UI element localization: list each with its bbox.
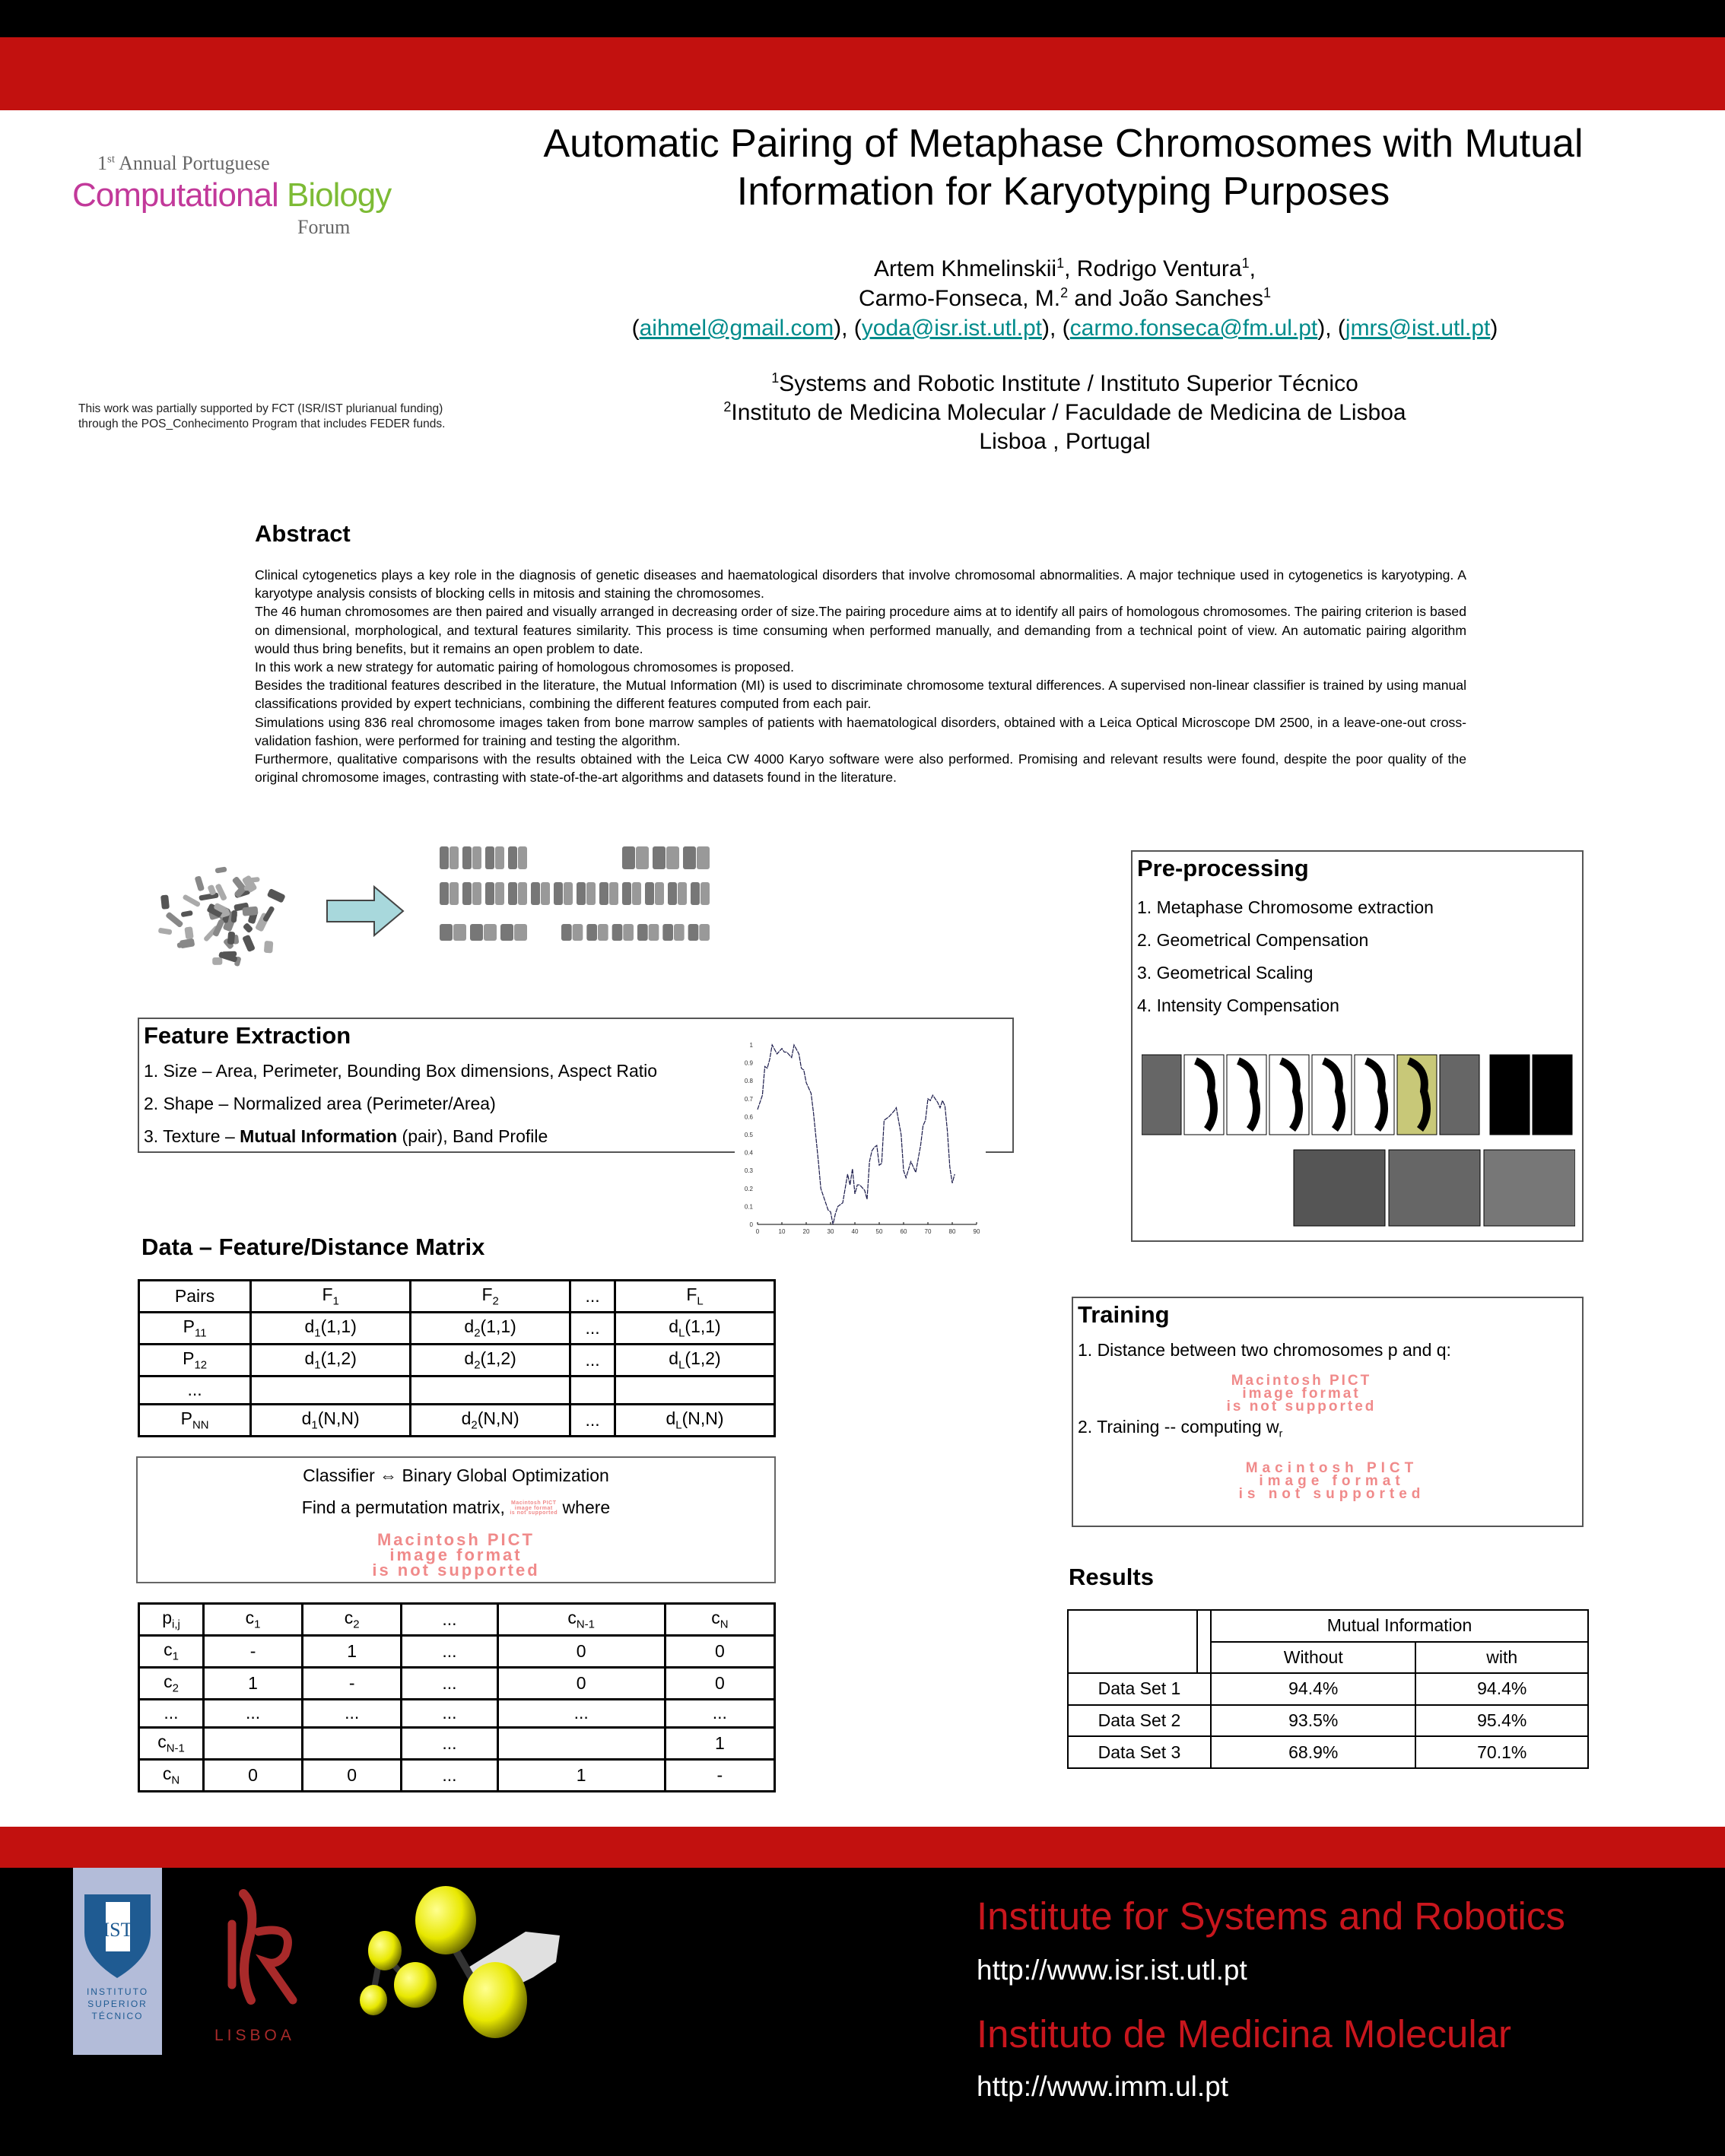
results-table xyxy=(1067,1609,1589,1769)
y-tick-label: 0 xyxy=(749,1221,753,1228)
institute-name: Instituto de Medicina Molecular xyxy=(977,2012,1512,2056)
table-cell: $c_N$ xyxy=(665,1604,774,1636)
email-link[interactable]: carmo.fonseca@fm.ul.pt xyxy=(1069,316,1318,341)
table-row: Data Set 1 94.4% 94.4% xyxy=(1068,1673,1588,1705)
table-cell: $c_2$ xyxy=(139,1667,204,1699)
chromosome-shape xyxy=(691,882,700,905)
chromosome-shape xyxy=(165,911,183,928)
chromosome-shape xyxy=(160,894,170,909)
table-cell: $F_L$ xyxy=(615,1281,775,1313)
table-cell: 0 xyxy=(303,1760,402,1792)
chromosome-shape xyxy=(678,882,687,905)
chromosome-shape xyxy=(495,882,504,905)
preprocessing-item: 1. Metaphase Chromosome extraction xyxy=(1137,897,1434,917)
chromosome-shape xyxy=(554,882,563,905)
x-tick-label: 0 xyxy=(755,1228,760,1235)
preprocessing-item: 2. Geometrical Compensation xyxy=(1137,930,1369,950)
chromosome-shape xyxy=(214,883,227,901)
table-cell: $d_2(N,N)$ xyxy=(411,1405,570,1437)
table-cell: $c_N$ xyxy=(139,1760,204,1792)
chromosome-shape xyxy=(541,882,550,905)
double-arrow-icon: ⇔ xyxy=(380,1465,398,1485)
chromosome-shape xyxy=(508,846,517,869)
training-heading: Training xyxy=(1078,1301,1170,1328)
chromosome-shape xyxy=(573,924,583,941)
email-link[interactable]: yoda@isr.ist.utl.pt xyxy=(861,316,1043,341)
y-tick-label: 0.1 xyxy=(744,1203,753,1211)
chromosome-shape xyxy=(609,882,618,905)
results-col-header: with xyxy=(1415,1642,1588,1674)
chromosome-shape xyxy=(683,846,696,869)
chromosome-shape xyxy=(264,941,274,954)
abstract-text: Clinical cytogenetics plays a key role in the diagnosis of genetic diseases and haematological disorders that involve chromosomal abnormalities. A major technique used in cytogenetics is karyotyping. A karyotype analysis consists of blocking cells in mitosis and staining the chromosomes. The 46 human chromosomes are then paired and visually arranged in decreasing order of size.The pairing procedure aims at to identify all pairs of homologous chromosomes. The pairing criterion is based on dimensional, morphological, and textural features similarity. This process is time consuming when performed manually, and demanding from a technical point of view. An automatic pairing algorithm would thus bring benefits, but it remains an open problem to date. In this work a new strategy for automatic pairing of homologous chromosomes is proposed. Besides the traditional features described in the literature, the Mutual Information (MI) is used to discriminate chromosome textural differences. A supervised non-linear classifier is trained by using manual classifications provided by expert technicians, combining the different features computed from each pair. Simulations using 836 real chromosome images taken from bone marrow samples of patients with haematological disorders, obtained with a Leica Optical Microscope DM 2500, in a leave-one-out cross-validation fashion, were performed for training and testing the algorithm. Furthermore, qualitative comparisons with the results obtained with the Leica CW 4000 Karyo software were also performed. Promising and relevant results were found, despite the poor quality of the original chromosome images, contrasting with state-of-the-art algorithms and datasets found in the literature. xyxy=(255,567,1466,786)
chromosome-shape xyxy=(586,924,597,941)
chromosome-shape xyxy=(636,846,649,869)
chromosome-shape xyxy=(472,846,481,869)
table-cell: ... xyxy=(139,1376,251,1404)
top-red-band xyxy=(0,37,1725,110)
poster-title: Automatic Pairing of Metaphase Chromosomes with Mutual Information for Karyotyping Purposes xyxy=(543,122,1584,214)
table-row xyxy=(139,1604,775,1636)
chromosome-shape xyxy=(655,882,664,905)
table-row: Data Set 3 68.9% 70.1% xyxy=(1068,1736,1588,1768)
chromosome-shape xyxy=(649,924,659,941)
chromosome-thumbnail xyxy=(1490,1055,1530,1135)
table-cell xyxy=(251,1376,411,1404)
abstract-heading: Abstract xyxy=(255,520,351,547)
table-cell: $P_{NN}$ xyxy=(139,1405,251,1437)
preprocessing-panel xyxy=(1131,850,1584,1242)
institute-url[interactable]: http://www.imm.ul.pt xyxy=(977,2071,1229,2102)
table-cell: $P_{11}$ xyxy=(139,1312,251,1344)
x-tick-label: 80 xyxy=(948,1228,956,1235)
table-cell: ... xyxy=(402,1699,497,1727)
chromosome-shape xyxy=(453,924,466,941)
funding-note: This work was partially supported by FCT (ISR/IST plurianual funding) through the POS_Conhecimento Program that includes FEDER funds. xyxy=(78,402,446,430)
chromosome-shape xyxy=(518,882,527,905)
chromosome-shape xyxy=(243,922,254,934)
chromosome-shape xyxy=(440,882,449,905)
y-tick-label: 0.6 xyxy=(744,1113,753,1121)
training-item: 1. Distance between two chromosomes p and q: xyxy=(1078,1340,1451,1360)
table-cell: $c_2$ xyxy=(303,1604,402,1636)
chromosome-shape xyxy=(637,924,648,941)
permutation-matrix-table xyxy=(138,1602,776,1792)
band-image xyxy=(1294,1150,1385,1226)
table-cell: $d_2(1,2)$ xyxy=(411,1344,570,1376)
table-cell: $c_1$ xyxy=(139,1635,204,1667)
chromosome-shape xyxy=(564,882,573,905)
table-cell: $d_2(1,1)$ xyxy=(411,1312,570,1344)
training-item: 2. Training -- computing $w_r$ xyxy=(1078,1417,1283,1440)
preprocessing-heading: Pre-processing xyxy=(1137,855,1309,881)
conference-logo: 1st Annual Portuguese Computational Biology Forum xyxy=(72,152,392,238)
chromosome-shape xyxy=(472,882,481,905)
table-cell: $P_{12}$ xyxy=(139,1344,251,1376)
table-row xyxy=(139,1635,775,1667)
table-row xyxy=(139,1760,775,1792)
chromosome-shape xyxy=(632,882,641,905)
chromosome-shape xyxy=(440,846,449,869)
chromosome-shape xyxy=(195,875,205,891)
chromosome-shape xyxy=(699,924,710,941)
training-panel xyxy=(1072,1297,1584,1527)
chromosome-shape xyxy=(586,882,596,905)
table-cell: ... xyxy=(402,1635,497,1667)
authors: Artem Khmelinskii$^1$, Rodrigo Ventura$^1$, Carmo-Fonseca, M.$^2$ and João Sanches$^1$ (aihmel@gmail.com), (yoda@isr.ist.utl.pt), (carmo.fonseca@fm.ul.pt), (jmrs@ist.utl.pt) xyxy=(631,256,1498,341)
results-heading: Results xyxy=(1069,1564,1154,1590)
feature-item: 2. Shape – Normalized area (Perimeter/Area) xyxy=(144,1094,496,1113)
table-cell: $d_L(1,2)$ xyxy=(615,1344,775,1376)
table-cell: $c_{N-1}$ xyxy=(139,1728,204,1760)
chromosome-shape xyxy=(470,924,483,941)
band-image xyxy=(1484,1150,1575,1226)
chromosome-shape xyxy=(599,882,608,905)
table-cell: ... xyxy=(570,1405,615,1437)
data-matrix-heading: Data – Feature/Distance Matrix xyxy=(141,1234,485,1260)
chromosome-shape xyxy=(450,882,459,905)
preprocessing-item: 4. Intensity Compensation xyxy=(1137,995,1339,1015)
chromosome-shape xyxy=(531,882,540,905)
chromosome-shape xyxy=(645,882,654,905)
email-link[interactable]: aihmel@gmail.com xyxy=(639,316,834,341)
table-row xyxy=(139,1728,775,1760)
pict-placeholder: Macintosh PICT image format is not supported xyxy=(1238,1460,1425,1503)
chromosome-thumbnail xyxy=(1142,1055,1181,1135)
table-row xyxy=(139,1281,775,1313)
table-cell xyxy=(204,1728,303,1760)
chromosome-shape xyxy=(242,935,256,953)
band-image xyxy=(1389,1150,1480,1226)
chromosome-shape xyxy=(508,882,517,905)
chromosome-thumbnail xyxy=(1440,1055,1479,1135)
chromosome-shape xyxy=(688,924,699,941)
y-tick-label: 0.2 xyxy=(744,1185,753,1192)
arrow-right-icon xyxy=(326,885,405,937)
chromosome-shape xyxy=(242,907,258,916)
table-cell: 1 xyxy=(204,1667,303,1699)
classifier-panel xyxy=(136,1456,776,1583)
chromosome-thumbnail xyxy=(1533,1055,1572,1135)
x-tick-label: 20 xyxy=(802,1228,810,1235)
institute-name: Institute for Systems and Robotics xyxy=(977,1894,1565,1938)
table-cell: 0 xyxy=(665,1667,774,1699)
bottom-red-band xyxy=(0,1827,1725,1868)
table-row xyxy=(139,1376,775,1404)
chromosome-shape xyxy=(500,924,513,941)
table-cell: ... xyxy=(665,1699,774,1727)
x-tick-label: 10 xyxy=(778,1228,786,1235)
chromosome-shape xyxy=(212,957,222,965)
chromosome-shape xyxy=(182,894,201,907)
chromosome-shape xyxy=(462,846,472,869)
chromosome-shape xyxy=(623,924,634,941)
table-cell: $d_1(1,2)$ xyxy=(251,1344,411,1376)
chromosome-shape xyxy=(653,846,666,869)
table-cell: 1 xyxy=(665,1728,774,1760)
table-cell: ... xyxy=(402,1728,497,1760)
table-row xyxy=(139,1699,775,1727)
table-cell: 0 xyxy=(497,1635,665,1667)
feature-item: 3. Texture – Mutual Information (pair), Band Profile xyxy=(144,1126,548,1146)
table-cell: 0 xyxy=(497,1667,665,1699)
feature-distance-table xyxy=(138,1279,776,1437)
x-tick-label: 30 xyxy=(827,1228,834,1235)
table-cell: ... xyxy=(303,1699,402,1727)
chromosome-shape xyxy=(181,910,193,917)
table-cell: ... xyxy=(402,1667,497,1699)
preprocessing-images xyxy=(1142,1053,1575,1236)
table-cell: $d_L(N,N)$ xyxy=(615,1405,775,1437)
table-cell xyxy=(615,1376,775,1404)
chromosome-shape xyxy=(158,928,173,935)
chromosome-shape xyxy=(697,846,710,869)
table-cell: - xyxy=(303,1667,402,1699)
chromosome-shape xyxy=(514,924,527,941)
chromosome-shape xyxy=(244,885,256,891)
table-cell: ... xyxy=(402,1760,497,1792)
feature-extraction-heading: Feature Extraction xyxy=(144,1022,351,1049)
results-group-header: Mutual Information xyxy=(1211,1610,1588,1642)
table-cell: ... xyxy=(204,1699,303,1727)
table-row xyxy=(139,1405,775,1437)
chromosome-shape xyxy=(484,924,497,941)
table-cell: $c_1$ xyxy=(204,1604,303,1636)
table-cell: $d_L(1,1)$ xyxy=(615,1312,775,1344)
table-row xyxy=(139,1344,775,1376)
table-cell: $p_{i,j}$ xyxy=(139,1604,204,1636)
table-cell: 0 xyxy=(665,1635,774,1667)
chromosome-shape xyxy=(485,882,494,905)
affiliations: $^1$Systems and Robotic Institute / Instituto Superior Técnico $^2$Instituto de Medicina Molecular / Faculdade de Medicina de Lisboa Lisboa , Portugal xyxy=(723,370,1406,454)
table-row xyxy=(139,1312,775,1344)
karyogram-image xyxy=(430,840,720,985)
chromosome-shape xyxy=(184,926,193,939)
series-line xyxy=(758,1045,955,1224)
x-tick-label: 40 xyxy=(851,1228,859,1235)
chromosome-shape xyxy=(485,846,494,869)
table-cell xyxy=(497,1728,665,1760)
table-cell xyxy=(570,1376,615,1404)
y-tick-label: 0.5 xyxy=(744,1132,753,1138)
chromosome-shape xyxy=(700,882,710,905)
table-cell: - xyxy=(665,1760,774,1792)
chromosome-shape xyxy=(267,888,286,903)
table-cell: $F_2$ xyxy=(411,1281,570,1313)
table-cell: ... xyxy=(402,1604,497,1636)
table-cell: 0 xyxy=(204,1760,303,1792)
table-cell xyxy=(303,1728,402,1760)
table-cell: - xyxy=(204,1635,303,1667)
table-cell: ... xyxy=(570,1281,615,1313)
table-cell: Pairs xyxy=(139,1281,251,1313)
chromosome-shape xyxy=(612,924,623,941)
chromosome-shape xyxy=(462,882,472,905)
svg-text:IST: IST xyxy=(103,1919,133,1941)
y-tick-label: 0.8 xyxy=(744,1078,753,1085)
pict-placeholder: Macintosh PICT image format is not supported xyxy=(1226,1373,1377,1415)
isr-logo: LISBOA xyxy=(213,1878,312,2053)
chromosome-shape xyxy=(561,924,572,941)
classifier-line: Classifier ⇔ Binary Global Optimization xyxy=(303,1465,609,1485)
table-cell: ... xyxy=(570,1344,615,1376)
preprocessing-item: 3. Geometrical Scaling xyxy=(1137,963,1314,983)
table-row xyxy=(139,1667,775,1699)
results-col-header: Without xyxy=(1211,1642,1415,1674)
chromosome-shape xyxy=(668,882,677,905)
chromosome-shape xyxy=(227,932,235,945)
chromosome-shape xyxy=(199,892,219,900)
y-tick-label: 0.3 xyxy=(744,1167,753,1175)
chromosome-shape xyxy=(662,924,673,941)
x-tick-label: 50 xyxy=(875,1228,883,1235)
chromosome-shape xyxy=(598,924,608,941)
pict-placeholder-small: Macintosh PICT image format is not supported xyxy=(510,1500,558,1516)
table-cell: $c_{N-1}$ xyxy=(497,1604,665,1636)
chromosome-shape xyxy=(577,882,586,905)
table-cell: ... xyxy=(570,1312,615,1344)
table-cell: ... xyxy=(497,1699,665,1727)
chromosome-shape xyxy=(666,846,679,869)
chromosome-shape xyxy=(440,924,453,941)
band-profile-chart xyxy=(735,1034,986,1240)
chromosome-shape xyxy=(450,846,459,869)
table-row: Data Set 2 93.5% 95.4% xyxy=(1068,1705,1588,1737)
chromosome-shape xyxy=(518,846,527,869)
table-cell: $d_1(N,N)$ xyxy=(251,1405,411,1437)
x-tick-label: 70 xyxy=(924,1228,932,1235)
chromosome-shape xyxy=(215,866,227,873)
y-tick-label: 0.4 xyxy=(744,1149,753,1157)
email-link[interactable]: jmrs@ist.utl.pt xyxy=(1345,316,1491,341)
chromosome-shape xyxy=(495,846,504,869)
chromosome-shape xyxy=(622,846,635,869)
top-black-band xyxy=(0,0,1725,37)
table-cell: 1 xyxy=(497,1760,665,1792)
table-cell: 1 xyxy=(303,1635,402,1667)
table-cell: ... xyxy=(139,1699,204,1727)
chromosome-shape xyxy=(674,924,685,941)
institute-url[interactable]: http://www.isr.ist.utl.pt xyxy=(977,1954,1247,1986)
chromosome-shape xyxy=(622,882,631,905)
permutation-line: Find a permutation matrix, Macintosh PICT image format is not supported where xyxy=(301,1497,611,1517)
y-tick-label: 1 xyxy=(749,1042,753,1049)
x-tick-label: 90 xyxy=(973,1228,980,1235)
metaphase-image xyxy=(145,832,312,984)
table-cell xyxy=(411,1376,570,1404)
y-tick-label: 0.9 xyxy=(744,1059,753,1067)
imm-logo xyxy=(351,1878,571,2038)
y-tick-label: 0.7 xyxy=(744,1095,753,1103)
pict-placeholder: Macintosh PICT image format is not supported xyxy=(372,1530,540,1580)
x-tick-label: 60 xyxy=(900,1228,907,1235)
table-cell: $d_1(1,1)$ xyxy=(251,1312,411,1344)
feature-item: 1. Size – Area, Perimeter, Bounding Box dimensions, Aspect Ratio xyxy=(144,1061,658,1081)
table-cell: $F_1$ xyxy=(251,1281,411,1313)
ist-logo: IST INSTITUTO SUPERIOR TÉCNICO xyxy=(73,1868,162,2055)
